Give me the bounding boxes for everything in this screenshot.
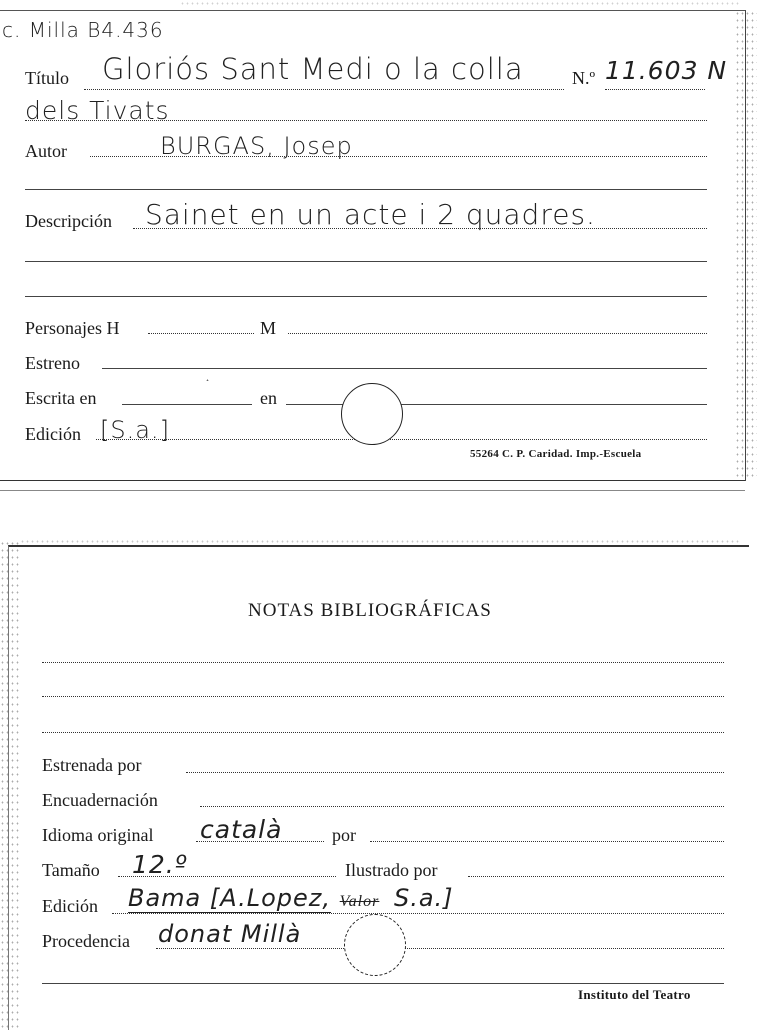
- personajes-m-label: M: [260, 318, 277, 338]
- estreno-label: Estreno: [25, 353, 80, 373]
- procedencia-value: donat Millà: [158, 920, 302, 948]
- punch-hole: [344, 914, 406, 976]
- ilustrado-line: [468, 876, 724, 877]
- escrita-en-label: en: [260, 388, 277, 408]
- autor-label: Autor: [25, 141, 67, 161]
- procedencia-line: [156, 948, 724, 949]
- titulo-continuation: dels Tivats: [25, 96, 170, 125]
- paper-speckle: [180, 0, 740, 8]
- escrita-label: Escrita en: [25, 388, 97, 408]
- descripcion-label: Descripción: [25, 211, 112, 231]
- tamano-value: 12.º: [132, 850, 188, 879]
- closing-line: [42, 983, 724, 984]
- encuadernacion-label: Encuadernación: [42, 790, 158, 810]
- notas-line-3: [42, 732, 724, 733]
- paper-speckle: [735, 10, 757, 480]
- institution-footer: Instituto del Teatro: [578, 987, 691, 1002]
- printer-imprint: 55264 C. P. Caridad. Imp.-Escuela: [470, 448, 642, 460]
- titulo-label: Título: [25, 68, 69, 88]
- paper-speckle: [20, 538, 740, 546]
- descripcion-line-3: [25, 296, 707, 297]
- edicion-2-value-b: S.a.]: [393, 884, 454, 912]
- edicion-value: [S.a.]: [100, 416, 170, 444]
- notas-line-1: [42, 662, 724, 663]
- titulo-value: Gloriós Sant Medi o la colla: [102, 52, 524, 86]
- descripcion-value: Sainet en un acte i 2 quadres.: [145, 198, 596, 231]
- escrita-line: [122, 404, 252, 405]
- punch-hole: [341, 383, 403, 445]
- edicion-2-value-a: Bama [A.Lopez,: [128, 884, 332, 912]
- numero-label: N.º: [572, 68, 596, 88]
- idioma-value: català: [200, 815, 283, 844]
- idioma-por-line: [370, 841, 724, 842]
- titulo-line-2: [25, 120, 707, 121]
- edicion-label: Edición: [25, 424, 81, 444]
- edicion-2-value-struck: Valor: [339, 893, 380, 910]
- tamano-label: Tamaño: [42, 860, 100, 880]
- edicion-line: [96, 439, 707, 440]
- numero-value: 11.603 N: [605, 56, 728, 85]
- edicion-2-value: [128, 884, 454, 912]
- numero-line: [605, 89, 705, 90]
- ilustrado-label: Ilustrado por: [345, 860, 438, 880]
- descripcion-line-2: [25, 261, 707, 262]
- idioma-por-label: por: [332, 825, 356, 845]
- catalog-note: c. Milla B4.436: [2, 18, 164, 42]
- encuadernacion-line: [200, 806, 724, 807]
- autor-value: BURGAS, Josep: [160, 132, 353, 160]
- edicion-2-label: Edición: [42, 896, 98, 916]
- edicion-2-line: [112, 913, 724, 914]
- personajes-h-line: [148, 333, 254, 334]
- procedencia-label: Procedencia: [42, 931, 130, 951]
- idioma-label: Idioma original: [42, 825, 154, 845]
- estreno-line: [102, 368, 707, 369]
- notas-heading: NOTAS BIBLIOGRÁFICAS: [248, 600, 492, 621]
- paper-speckle: [0, 540, 20, 1028]
- autor-line-2: [25, 189, 707, 190]
- personajes-label: Personajes H: [25, 318, 120, 338]
- estrenada-line: [186, 772, 724, 773]
- personajes-m-line: [288, 333, 707, 334]
- notas-line-2: [42, 696, 724, 697]
- card-bottom-edge: [0, 480, 745, 481]
- titulo-line: [84, 89, 564, 90]
- estrenada-label: Estrenada por: [42, 755, 142, 775]
- paper-dot: [205, 377, 209, 381]
- card-shadow-edge: [0, 490, 745, 491]
